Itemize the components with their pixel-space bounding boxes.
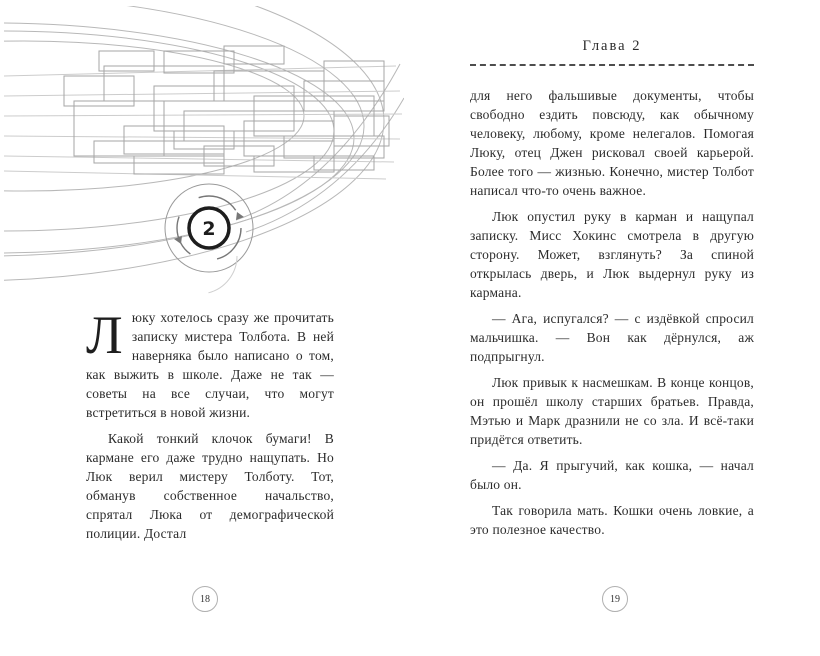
page-number: 18 xyxy=(192,586,218,612)
dashed-rule xyxy=(470,64,754,66)
page-number: 19 xyxy=(602,586,628,612)
paragraph: Люк привык к насмешкам. В конце концов, он прошёл школу старших братьев. Правда, Мэтью и Марк дразнили не со зла. И всё-таки придётся ответить. xyxy=(470,375,754,447)
paragraph-text: юку хотелось сразу же прочитать записку мистера Толбота. В ней наверняка было написано о том, как выжить в школе. Даже не так — советы на все случаи, что могут встретиться в новой жизни. xyxy=(86,310,334,420)
drop-cap: Л xyxy=(86,305,123,365)
paragraph: Какой тонкий клочок бумаги! В кармане его даже трудно нащупать. Но Люк верил мистеру Толботу. Тот, обманув собственное начальство, спрятал Люка от демографической полиции. Достал xyxy=(86,431,334,541)
paragraph: Так говорила мать. Кошки очень ловкие, а это полезное качество. xyxy=(470,503,754,537)
line-art-svg xyxy=(4,6,404,298)
paragraph xyxy=(86,305,334,422)
left-page-footer xyxy=(0,586,410,612)
paragraph: Люк опустил руку в карман и нащупал записку. Мисс Хокинс смотрела в другую сторону. Может, взглянуть? За спиной открылась дверь, и Люк выдернул руку из кармана. xyxy=(470,209,754,300)
chapter-header xyxy=(470,38,754,66)
paragraph: — Ага, испугался? — с издёвкой спросил мальчишка. — Вон как дёрнулся, аж подпрыгнул. xyxy=(470,311,754,364)
chapter-number-badge xyxy=(161,184,253,294)
paragraph: для него фальшивые документы, чтобы свободно ездить повсюду, как обычному человеку, любому, кроме нелегалов. Помогая Люку, отец Джен рисковал своей карьерой. Более того — жизнью. Конечно, мистер Толбот написал что-то очень важное. xyxy=(470,88,754,198)
right-page-footer xyxy=(410,586,820,612)
chapter-illustration xyxy=(4,6,404,298)
chapter-number-text: 2 xyxy=(202,218,216,240)
line-art-rects xyxy=(64,46,389,174)
right-page xyxy=(410,0,820,656)
paragraph: — Да. Я прыгучий, как кошка, — начал было он. xyxy=(470,458,754,492)
chapter-title: Глава 2 xyxy=(582,38,642,54)
right-text-column xyxy=(470,86,754,546)
left-text-column xyxy=(86,305,334,550)
